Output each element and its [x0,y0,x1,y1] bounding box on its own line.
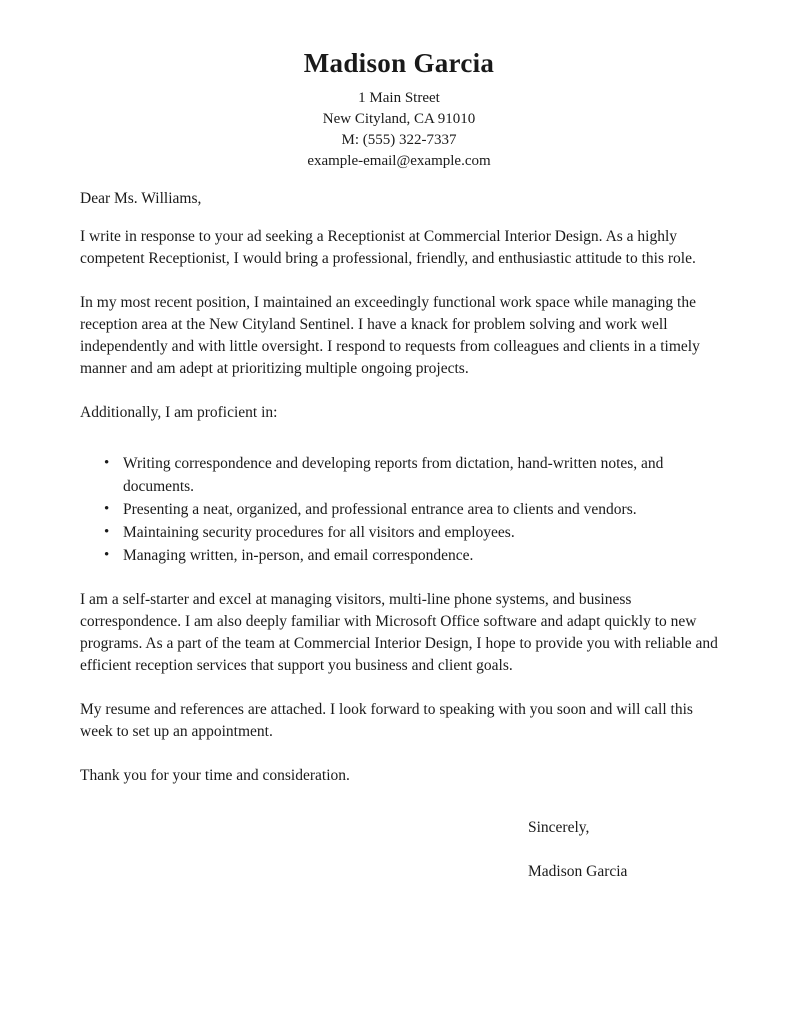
signature-block [528,817,718,883]
sender-city-state-zip: New Cityland, CA 91010 [322,111,476,127]
paragraph-experience: In my most recent position, I maintained an exceedingly functional work space while managing the reception area at the New Cityland Sentinel. I have a knack for problem solving and work well independently and with little oversight. I respond to requests from colleagues and clients in a timely manner and am adept at prioritizing multiple ongoing projects. [80,294,700,377]
paragraph-skills: I am a self-starter and excel at managing visitors, multi-line phone systems, and business correspondence. I am also deeply familiar with Microsoft Office software and adapt quickly to new programs. As a part of the team at Commercial Interior Design, I hope to provide you with reliable and efficient reception services that support you business and client goals. [80,591,718,674]
letter-body [80,188,718,883]
sender-street: 1 Main Street [358,90,440,106]
bullet-item: • Managing written, in-person, and email correspondence. [123,544,718,567]
bullet-item: • Writing correspondence and developing reports from dictation, hand-written notes, and documents. [123,452,718,498]
bullet-item: • Presenting a neat, organized, and professional entrance area to clients and vendors. [123,498,718,521]
proficiency-lead-in: Additionally, I am proficient in: [80,404,278,421]
sender-phone: M: (555) 322-7337 [341,132,457,148]
letter-header [80,48,718,172]
sender-email: example-email@example.com [307,153,491,169]
sender-name: Madison Garcia [303,48,495,78]
closing: Sincerely, [528,819,590,836]
bullet-item: • Maintaining security procedures for all visitors and employees. [123,521,718,544]
paragraph-intro: I write in response to your ad seeking a Receptionist at Commercial Interior Design. As a highly competent Receptionist, I would bring a professional, friendly, and enthusiastic attitude to this role. [80,228,696,267]
proficiency-list [80,452,718,567]
signature-name: Madison Garcia [528,863,628,880]
paragraph-follow-up: My resume and references are attached. I look forward to speaking with you soon and will call this week to set up an appointment. [80,701,693,740]
paragraph-thanks: Thank you for your time and consideration. [80,767,350,784]
salutation: Dear Ms. Williams, [80,190,202,207]
